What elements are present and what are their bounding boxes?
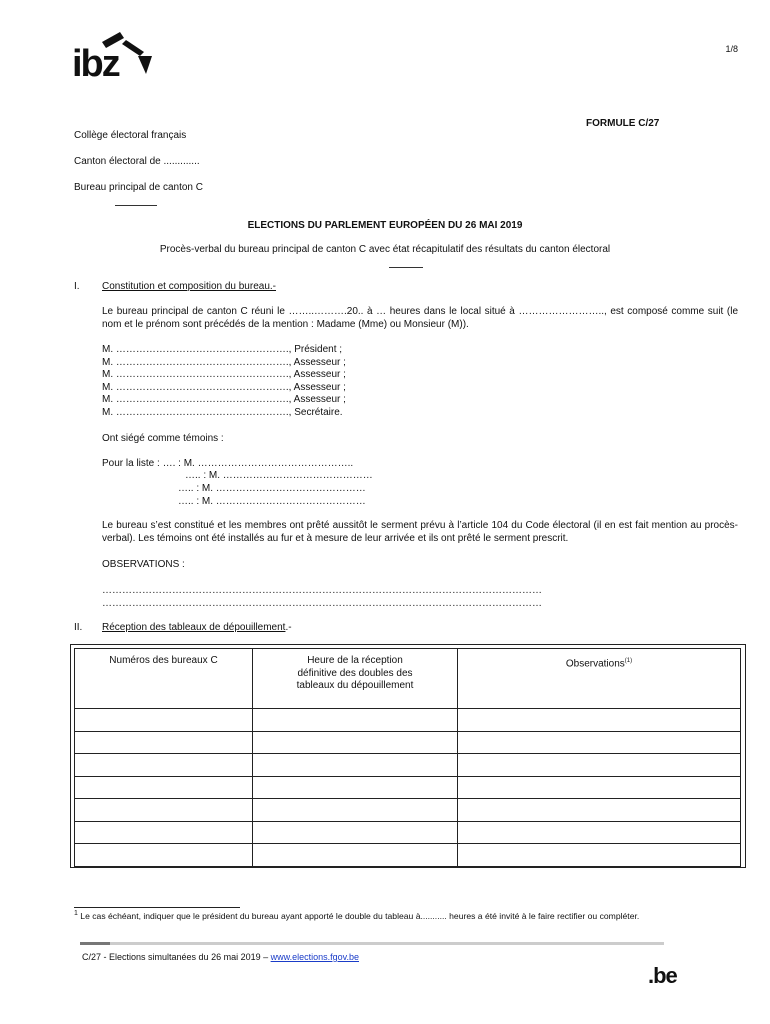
be-logo: .be bbox=[648, 963, 677, 988]
table-row bbox=[75, 731, 741, 754]
divider bbox=[389, 267, 423, 268]
document-subtitle: Procès-verbal du bureau principal de canton C avec état récapitulatif des résultats du canton électoral bbox=[159, 244, 611, 255]
members-list bbox=[102, 344, 346, 419]
footer-text: C/27 - Elections simultanées du 26 mai 2019 – bbox=[82, 952, 271, 962]
reception-table bbox=[74, 648, 741, 867]
table-cell[interactable] bbox=[458, 754, 741, 777]
document-title: ELECTIONS DU PARLEMENT EUROPÉEN DU 26 MAI 2019 bbox=[247, 220, 523, 231]
section-number: I. bbox=[74, 281, 80, 292]
member-line: M. ……………………………………………., Secrétaire. bbox=[102, 406, 343, 418]
table-cell[interactable] bbox=[253, 731, 458, 754]
table-cell[interactable] bbox=[75, 776, 253, 799]
divider bbox=[115, 205, 157, 206]
ibz-logo bbox=[72, 30, 156, 88]
footnote-text: Le cas échéant, indiquer que le président du bureau ayant apporté le double du tableau à........... heures a été invité à le faire rectifier ou compléter. bbox=[77, 910, 640, 921]
table-cell[interactable] bbox=[75, 799, 253, 822]
section-number: II. bbox=[74, 622, 83, 633]
intro-paragraph: Le bureau principal de canton C réuni le ……..……….20.. à … heures dans le local situé à …………………….., est composé comme suit (le nom et le prénom sont précédés de la mention : Madame (Mme) ou Monsieur (M)). bbox=[102, 306, 738, 330]
observations-label: OBSERVATIONS : bbox=[102, 559, 185, 570]
table-row bbox=[75, 754, 741, 777]
logo-text: ibz bbox=[72, 43, 119, 85]
table-cell[interactable] bbox=[75, 821, 253, 844]
section-heading-suffix: .- bbox=[285, 622, 292, 633]
table-cell[interactable] bbox=[253, 776, 458, 799]
table-row bbox=[75, 844, 741, 867]
member-line: M. ……………………………………………., Assesseur ; bbox=[102, 381, 346, 393]
witness-line: Pour la liste : …. : M. ……………………………………….. bbox=[102, 458, 354, 469]
table-row bbox=[75, 709, 741, 732]
witness-line: ….. : M. ……………………………………… bbox=[178, 483, 366, 494]
table-cell[interactable] bbox=[458, 844, 741, 867]
table-cell[interactable] bbox=[75, 844, 253, 867]
oath-paragraph: Le bureau s’est constitué et les membres ont prêté aussitôt le serment prévu à l’article 104 du Code électoral (il en est fait mention au procès-verbal). Les témoins ont été installés au fur et à mesure de leur arrivée et ils ont prêté le serment prescrit. bbox=[102, 520, 738, 544]
member-line: M. ……………………………………………., Assesseur ; bbox=[102, 394, 346, 405]
table-cell[interactable] bbox=[253, 754, 458, 777]
table-cell[interactable] bbox=[75, 709, 253, 732]
column-header: Heure de la réception définitive des doubles des tableaux du dépouillement bbox=[253, 649, 458, 709]
bureau-label: Bureau principal de canton C bbox=[74, 182, 203, 193]
column-header: Observations$^{(1)}$ bbox=[458, 649, 741, 709]
footnote-marker: 1 bbox=[74, 910, 78, 917]
table-cell[interactable] bbox=[253, 844, 458, 867]
table-header-row bbox=[75, 649, 741, 709]
footer-rule bbox=[110, 942, 664, 945]
footnote-ref: (1) bbox=[624, 658, 633, 664]
table-cell[interactable] bbox=[75, 731, 253, 754]
footnote bbox=[74, 910, 639, 921]
section-heading: Constitution et composition du bureau.- bbox=[102, 281, 276, 292]
table-cell[interactable] bbox=[458, 776, 741, 799]
section-heading bbox=[102, 622, 292, 633]
observation-line: …………………………………………………………………………………………………………………… bbox=[102, 598, 542, 609]
table-cell[interactable] bbox=[253, 821, 458, 844]
form-code: FORMULE C/27 bbox=[586, 118, 660, 129]
table-row bbox=[75, 799, 741, 822]
member-line: M. ……………………………………………., Assesseur ; bbox=[102, 369, 346, 380]
footer bbox=[82, 952, 359, 962]
page-number: 1/8 bbox=[725, 44, 738, 54]
observation-line: …………………………………………………………………………………………………………………… bbox=[102, 585, 542, 596]
footer-link[interactable]: www.elections.fgov.be bbox=[270, 952, 359, 962]
table-row bbox=[75, 821, 741, 844]
member-line: M. ……………………………………………., Président ; bbox=[102, 344, 343, 355]
table-row bbox=[75, 776, 741, 799]
table-cell[interactable] bbox=[253, 799, 458, 822]
section-heading-text: Réception des tableaux de dépouillement bbox=[102, 622, 286, 633]
table-cell[interactable] bbox=[458, 731, 741, 754]
table-cell[interactable] bbox=[458, 709, 741, 732]
canton-label: Canton électoral de ............. bbox=[74, 156, 200, 167]
table-cell[interactable] bbox=[458, 799, 741, 822]
footnote-rule bbox=[74, 907, 240, 908]
table-cell[interactable] bbox=[75, 754, 253, 777]
witness-line: ….. : M. ……………………………………… bbox=[185, 470, 373, 481]
table-cell[interactable] bbox=[253, 709, 458, 732]
college-label: Collège électoral français bbox=[74, 130, 187, 141]
witnesses-label: Ont siégé comme témoins : bbox=[102, 433, 224, 444]
witness-line: ….. : M. ……………………………………… bbox=[178, 496, 366, 507]
table-cell[interactable] bbox=[458, 821, 741, 844]
footer-rule bbox=[80, 942, 110, 945]
member-line: M. ……………………………………………., Assesseur ; bbox=[102, 356, 346, 368]
column-header: Numéros des bureaux C bbox=[75, 649, 253, 709]
